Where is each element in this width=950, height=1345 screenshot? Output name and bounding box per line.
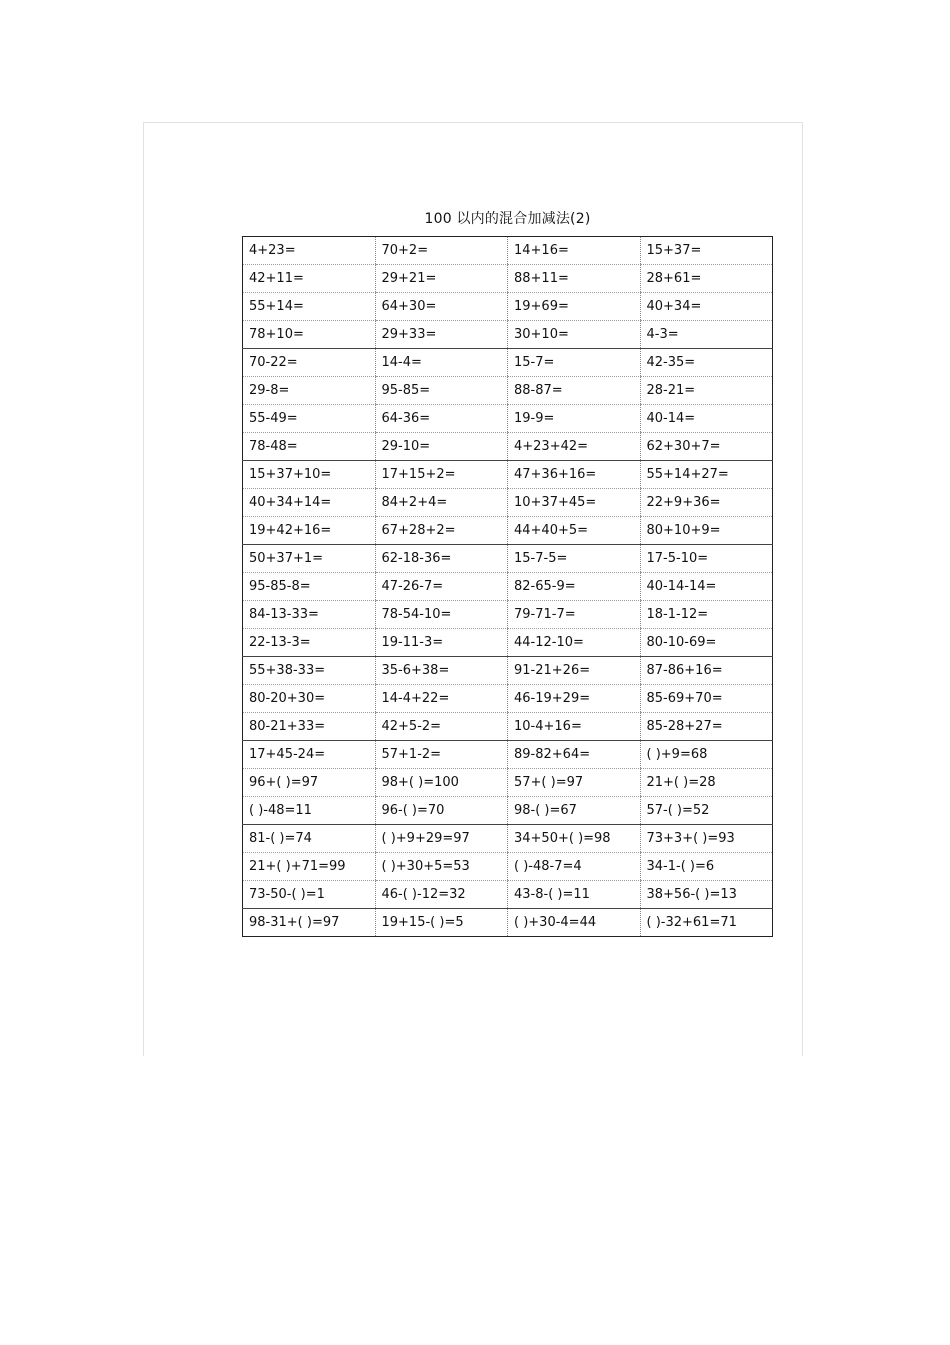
problem-cell: 15-7= <box>508 349 641 377</box>
problem-cell: 70+2= <box>375 237 508 265</box>
problem-cell: 29-10= <box>375 433 508 461</box>
problem-cell: 88-87= <box>508 377 641 405</box>
problem-cell: 62-18-36= <box>375 545 508 573</box>
problem-cell: 62+30+7= <box>640 433 773 461</box>
problem-cell: 34-1-( )=6 <box>640 853 773 881</box>
problem-cell: 46-19+29= <box>508 685 641 713</box>
table-row <box>243 545 773 573</box>
problem-cell: 85-69+70= <box>640 685 773 713</box>
worksheet-table <box>242 236 773 937</box>
problem-cell: 21+( )+71=99 <box>243 853 376 881</box>
table-row <box>243 461 773 489</box>
table-row <box>243 741 773 769</box>
problem-cell: 98-( )=67 <box>508 797 641 825</box>
table-row <box>243 573 773 601</box>
problem-cell: 79-71-7= <box>508 601 641 629</box>
problem-cell: ( )+30-4=44 <box>508 909 641 937</box>
problem-cell: 44-12-10= <box>508 629 641 657</box>
problem-cell: 95-85-8= <box>243 573 376 601</box>
problem-cell: 17+45-24= <box>243 741 376 769</box>
table-row <box>243 769 773 797</box>
table-row <box>243 265 773 293</box>
table-row <box>243 657 773 685</box>
problem-cell: 57+1-2= <box>375 741 508 769</box>
problem-cell: 80-21+33= <box>243 713 376 741</box>
problem-cell: 73-50-( )=1 <box>243 881 376 909</box>
problem-cell: 15+37+10= <box>243 461 376 489</box>
problem-cell: 89-82+64= <box>508 741 641 769</box>
problem-cell: 55+14= <box>243 293 376 321</box>
table-row <box>243 601 773 629</box>
problem-cell: 80-10-69= <box>640 629 773 657</box>
problem-cell: 40+34+14= <box>243 489 376 517</box>
problem-cell: 21+( )=28 <box>640 769 773 797</box>
table-row <box>243 797 773 825</box>
problem-cell: 35-6+38= <box>375 657 508 685</box>
problem-cell: 38+56-( )=13 <box>640 881 773 909</box>
problem-cell: 47-26-7= <box>375 573 508 601</box>
table-row <box>243 321 773 349</box>
table-row <box>243 825 773 853</box>
problem-cell: 22+9+36= <box>640 489 773 517</box>
problem-cell: 15+37= <box>640 237 773 265</box>
problem-cell: 28-21= <box>640 377 773 405</box>
problem-cell: 30+10= <box>508 321 641 349</box>
problem-cell: 40-14= <box>640 405 773 433</box>
problem-cell: 19+15-( )=5 <box>375 909 508 937</box>
table-row <box>243 293 773 321</box>
problem-cell: 78-48= <box>243 433 376 461</box>
problem-cell: 78+10= <box>243 321 376 349</box>
table-row <box>243 517 773 545</box>
problem-cell: 17-5-10= <box>640 545 773 573</box>
table-row <box>243 685 773 713</box>
problem-cell: 42+11= <box>243 265 376 293</box>
problem-cell: ( )+9=68 <box>640 741 773 769</box>
problem-cell: ( )-48-7=4 <box>508 853 641 881</box>
problem-cell: 47+36+16= <box>508 461 641 489</box>
table-row <box>243 489 773 517</box>
problem-cell: 67+28+2= <box>375 517 508 545</box>
problem-cell: 10+37+45= <box>508 489 641 517</box>
problem-cell: 34+50+( )=98 <box>508 825 641 853</box>
problem-cell: 14+16= <box>508 237 641 265</box>
problem-cell: 40+34= <box>640 293 773 321</box>
problem-cell: 98-31+( )=97 <box>249 915 340 930</box>
problem-cell: 73+3+( )=93 <box>640 825 773 853</box>
problem-cell: 84+2+4= <box>375 489 508 517</box>
problem-cell: ( )+9+29=97 <box>375 825 508 853</box>
problem-cell: 87-86+16= <box>640 657 773 685</box>
worksheet-title: 100 以内的混合加减法(2) <box>424 211 591 227</box>
problem-cell: 70-22= <box>243 349 376 377</box>
problem-cell: 43-8-( )=11 <box>508 881 641 909</box>
problem-cell: 78-54-10= <box>375 601 508 629</box>
problem-cell: 19+69= <box>508 293 641 321</box>
problem-cell: 64+30= <box>375 293 508 321</box>
problem-cell: 29+33= <box>375 321 508 349</box>
problem-cell: 29+21= <box>375 265 508 293</box>
problem-cell: 4-3= <box>640 321 773 349</box>
table-row <box>243 349 773 377</box>
problem-cell: 19+42+16= <box>243 517 376 545</box>
table-row <box>243 405 773 433</box>
problem-cell: 80-20+30= <box>243 685 376 713</box>
problem-cell: 29-8= <box>243 377 376 405</box>
table-row <box>243 237 773 265</box>
problem-cell: 10-4+16= <box>508 713 641 741</box>
problem-cell: 46-( )-12=32 <box>375 881 508 909</box>
table-row <box>243 853 773 881</box>
problem-cell: 55-49= <box>243 405 376 433</box>
problem-cell: 57-( )=52 <box>640 797 773 825</box>
problem-cell: 18-1-12= <box>640 601 773 629</box>
problem-cell: 91-21+26= <box>508 657 641 685</box>
problem-cell: 98+( )=100 <box>375 769 508 797</box>
problem-cell: 55+14+27= <box>640 461 773 489</box>
problem-cell: 84-13-33= <box>243 601 376 629</box>
problem-cell: 82-65-9= <box>508 573 641 601</box>
problem-cell: 95-85= <box>375 377 508 405</box>
table-row <box>243 433 773 461</box>
table-row <box>243 377 773 405</box>
problem-cell: 96+( )=97 <box>243 769 376 797</box>
problem-cell: ( )-32+61=71 <box>640 909 773 937</box>
problem-cell: 88+11= <box>508 265 641 293</box>
problem-cell: 17+15+2= <box>375 461 508 489</box>
table-row <box>243 629 773 657</box>
problem-cell: 15-7-5= <box>508 545 641 573</box>
problem-cell: ( )+30+5=53 <box>375 853 508 881</box>
problem-cell: 28+61= <box>640 265 773 293</box>
problem-cell: 80+10+9= <box>640 517 773 545</box>
problem-cell: 55+38-33= <box>243 657 376 685</box>
problem-cell: 42-35= <box>640 349 773 377</box>
problem-cell: 96-( )=70 <box>375 797 508 825</box>
problem-cell: 19-9= <box>508 405 641 433</box>
problem-cell: 42+5-2= <box>375 713 508 741</box>
problem-cell: 57+( )=97 <box>508 769 641 797</box>
worksheet-body <box>243 237 773 937</box>
problem-cell: 14-4= <box>375 349 508 377</box>
table-row <box>243 909 773 937</box>
problem-cell: 4+23= <box>243 237 376 265</box>
problem-cell: 50+37+1= <box>243 545 376 573</box>
table-row <box>243 881 773 909</box>
problem-cell: 40-14-14= <box>640 573 773 601</box>
problem-cell: 19-11-3= <box>375 629 508 657</box>
problem-cell: 22-13-3= <box>243 629 376 657</box>
problem-cell: 64-36= <box>375 405 508 433</box>
problem-cell: 81-( )=74 <box>243 825 376 853</box>
problem-cell: 14-4+22= <box>375 685 508 713</box>
problem-cell: 4+23+42= <box>508 433 641 461</box>
problem-cell: 44+40+5= <box>508 517 641 545</box>
table-row <box>243 713 773 741</box>
problem-cell: ( )-48=11 <box>243 797 376 825</box>
problem-cell: 85-28+27= <box>640 713 773 741</box>
